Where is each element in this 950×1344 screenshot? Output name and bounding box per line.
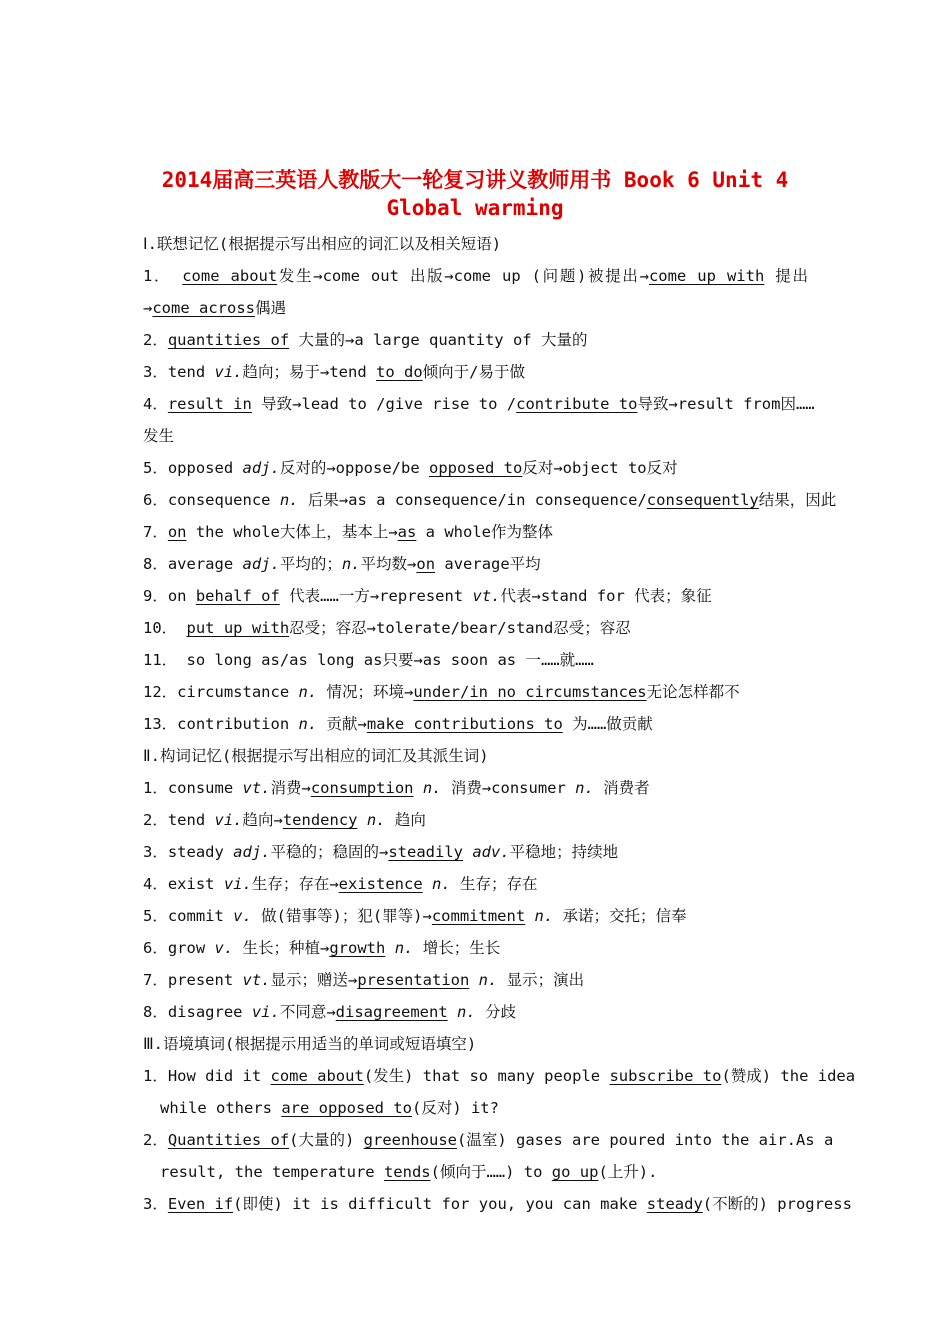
text-segment: 分歧 (475, 1003, 517, 1021)
text-segment: 不同意→ (279, 1003, 336, 1021)
text-segment: 趋向；易于→tend (242, 363, 376, 381)
text-segment: (温室) gases are poured into the air.As a (457, 1131, 834, 1149)
text-segment: 为……做贡献 (562, 715, 653, 733)
answer-blank: consumption (310, 779, 414, 797)
answer-blank: come about (182, 267, 278, 285)
text-segment: 2．tend (143, 811, 215, 829)
text-line (143, 426, 808, 446)
text-segment: 平均的； (279, 555, 342, 573)
text-line (143, 1034, 808, 1054)
text-segment: 承诺；交托；信奉 (553, 907, 687, 925)
text-line (143, 586, 808, 606)
text-line (143, 522, 808, 542)
text-segment: 3．tend (143, 363, 215, 381)
text-segment: 增长；生长 (413, 939, 501, 957)
text-segment (463, 843, 472, 861)
text-segment: v. (214, 939, 234, 957)
text-segment: 5．commit (143, 907, 234, 925)
answer-blank: are opposed to (281, 1099, 412, 1117)
text-segment: 3．steady (143, 843, 234, 861)
text-line (143, 682, 808, 702)
text-segment: 偶遇 (255, 299, 287, 317)
text-segment: (倾向于……) to (430, 1163, 552, 1181)
text-segment: 提出 (764, 267, 808, 285)
answer-blank: tendency (282, 811, 358, 829)
text-segment: 代表……一方→represent (279, 587, 473, 605)
text-segment: 生长；种植→ (233, 939, 330, 957)
text-segment: adj. (242, 459, 280, 477)
text-segment: (赞成) the idea (721, 1067, 856, 1085)
text-segment: 贡献→ (317, 715, 367, 733)
text-segment: 反对的→oppose/be (279, 459, 429, 477)
text-segment (448, 1003, 457, 1021)
answer-blank: Quantities of (167, 1131, 290, 1149)
text-line (143, 906, 808, 926)
text-segment: 后果→as a consequence/in consequence/ (298, 491, 647, 509)
answer-blank: contribute to (516, 395, 638, 413)
answer-blank: come across (152, 299, 255, 317)
answer-blank: to do (376, 363, 423, 381)
text-segment: 平均数→ (360, 555, 417, 573)
text-segment: 结果，因此 (758, 491, 837, 509)
text-segment: 忍受；容忍→tolerate/bear/stand忍受；容忍 (289, 619, 631, 637)
text-segment: n. (298, 715, 318, 733)
text-segment: n. (279, 491, 299, 509)
text-segment (525, 907, 534, 925)
text-segment: n. (478, 971, 498, 989)
text-segment: while others (160, 1099, 282, 1117)
text-line (143, 234, 808, 254)
text-segment (358, 811, 367, 829)
text-segment: 发生 (143, 427, 175, 445)
text-segment: n. (534, 907, 554, 925)
text-segment: (大量的) (289, 1131, 364, 1149)
answer-blank: behalf of (195, 587, 280, 605)
text-segment: 1．consume (143, 779, 243, 797)
text-segment: vi. (223, 875, 252, 893)
text-segment: 情况；环境→ (317, 683, 414, 701)
text-line (143, 394, 815, 414)
text-segment: 11． so long as/as long as只要→as soon as 一……就…… (143, 651, 594, 669)
text-line (143, 714, 808, 734)
text-segment: n. (298, 683, 318, 701)
text-segment: 消费者 (593, 779, 650, 797)
answer-blank: growth (329, 939, 386, 957)
answer-blank: as (397, 523, 417, 541)
answer-blank: steadily (388, 843, 463, 861)
text-line (143, 1194, 852, 1214)
answer-blank: make contributions to (366, 715, 563, 733)
answer-blank: commitment (431, 907, 526, 925)
text-segment: n. (457, 1003, 476, 1021)
text-segment: 2． (143, 331, 168, 349)
text-line (143, 618, 808, 638)
text-line (143, 298, 808, 318)
text-line (143, 1002, 808, 1022)
text-segment: Ⅱ.构词记忆(根据提示写出相应的词汇及其派生词) (143, 747, 489, 765)
text-line (143, 842, 808, 862)
answer-blank: on (167, 523, 187, 541)
text-segment: 2． (143, 1131, 168, 1149)
text-segment: 5．opposed (143, 459, 243, 477)
answer-blank: quantities of (167, 331, 290, 349)
answer-blank: presentation (357, 971, 470, 989)
text-segment: 8．average (143, 555, 243, 573)
text-segment: 12．circumstance (143, 683, 299, 701)
text-segment: 3． (143, 1195, 168, 1213)
text-segment: adj. (233, 843, 271, 861)
answer-blank: disagreement (335, 1003, 448, 1021)
text-line (143, 554, 808, 574)
text-line (143, 874, 808, 894)
answer-blank: come about (270, 1067, 364, 1085)
text-line (143, 1130, 834, 1150)
answer-blank: under/in no circumstances (413, 683, 647, 701)
text-segment: (即使) it is difficult for you, you can make (233, 1195, 647, 1213)
text-line (160, 1098, 808, 1118)
text-segment (469, 971, 478, 989)
text-segment: 平稳地；持续地 (509, 843, 619, 861)
answer-blank: subscribe to (609, 1067, 722, 1085)
text-segment: 1． (143, 267, 183, 285)
answer-blank: existence (338, 875, 423, 893)
text-line (143, 330, 808, 350)
text-segment: 平稳的；稳固的→ (270, 843, 389, 861)
text-segment: 6．consequence (143, 491, 280, 509)
text-segment: 代表→stand for 代表；象征 (500, 587, 712, 605)
document-title-line-1: 2014届高三英语人教版大一轮复习讲义教师用书 Book 6 Unit 4 (161, 168, 789, 192)
text-segment (423, 875, 432, 893)
text-segment: Ⅲ.语境填词(根据提示用适当的单词或短语填空) (143, 1035, 477, 1053)
document-title-line-2: Global warming (386, 196, 564, 220)
text-segment: vi. (214, 811, 243, 829)
answer-blank: opposed to (428, 459, 523, 477)
text-segment: 4． (143, 395, 168, 413)
text-segment: 生存；存在 (450, 875, 538, 893)
text-segment: 9．on (143, 587, 196, 605)
answer-blank: on (416, 555, 436, 573)
text-segment: adj. (242, 555, 280, 573)
text-segment: (发生) that so many people (363, 1067, 610, 1085)
text-segment: the whole大体上，基本上→ (186, 523, 398, 541)
text-line (143, 1066, 856, 1086)
answer-blank: Even if (167, 1195, 234, 1213)
text-segment: adv. (472, 843, 510, 861)
text-segment: 导致→result from因…… (637, 395, 815, 413)
text-segment: n. (432, 875, 451, 893)
text-segment: 13．contribution (143, 715, 299, 733)
text-segment: 7．present (143, 971, 243, 989)
text-segment: 倾向于/易于做 (422, 363, 526, 381)
text-segment: n. (341, 555, 361, 573)
text-line (143, 970, 808, 990)
text-segment: 趋向→ (242, 811, 283, 829)
text-segment: average平均 (435, 555, 541, 573)
text-segment: vi. (214, 363, 243, 381)
text-segment: 做(错事等)；犯(罪等)→ (251, 907, 432, 925)
text-line (160, 1162, 808, 1182)
text-segment: (不断的) progress (702, 1195, 852, 1213)
text-segment (385, 939, 394, 957)
text-line (143, 778, 808, 798)
answer-blank: tends (383, 1163, 431, 1181)
text-line (143, 490, 837, 510)
text-segment: 大量的→a large quantity of 大量的 (289, 331, 588, 349)
text-segment: (反对) it? (411, 1099, 499, 1117)
text-segment: 6．grow (143, 939, 215, 957)
text-segment: 显示；演出 (497, 971, 585, 989)
text-segment: a whole作为整体 (416, 523, 553, 541)
text-line (143, 266, 808, 286)
answer-blank: consequently (646, 491, 759, 509)
text-segment: 反对→object to反对 (522, 459, 678, 477)
text-line (143, 810, 808, 830)
text-segment: 8．disagree (143, 1003, 252, 1021)
text-segment: 1．How did it (143, 1067, 271, 1085)
text-line (143, 938, 808, 958)
text-segment: result, the temperature (160, 1163, 384, 1181)
text-line (143, 650, 808, 670)
text-segment: n. (366, 811, 386, 829)
text-segment: 10． (143, 619, 187, 637)
text-segment: 消费→consumer (441, 779, 576, 797)
text-segment: 显示；赠送→ (270, 971, 358, 989)
text-segment: n. (575, 779, 594, 797)
text-segment: 发生→come out 出版→come up (问题)被提出→ (277, 267, 649, 285)
text-segment: vi. (251, 1003, 280, 1021)
text-segment: → (143, 299, 153, 317)
answer-blank: result in (167, 395, 252, 413)
text-segment: 无论怎样都不 (646, 683, 740, 701)
text-segment: n. (394, 939, 414, 957)
text-segment: v. (233, 907, 252, 925)
text-line (143, 746, 808, 766)
text-segment: 4．exist (143, 875, 224, 893)
text-line (143, 362, 808, 382)
answer-blank: go up (551, 1163, 599, 1181)
text-segment: vt. (242, 971, 271, 989)
text-segment: 生存；存在→ (251, 875, 339, 893)
answer-blank: put up with (186, 619, 290, 637)
text-segment: 趋向 (385, 811, 426, 829)
text-segment: Ⅰ.联想记忆(根据提示写出相应的词汇以及相关短语) (143, 235, 502, 253)
answer-blank: steady (646, 1195, 703, 1213)
text-segment: n. (422, 779, 442, 797)
text-segment: 导致→lead to /give rise to / (251, 395, 517, 413)
text-line (143, 458, 808, 478)
text-segment: (上升). (598, 1163, 658, 1181)
text-segment: vt. (242, 779, 271, 797)
answer-blank: greenhouse (363, 1131, 457, 1149)
text-segment (414, 779, 423, 797)
answer-blank: come up with (648, 267, 765, 285)
text-segment: 消费→ (270, 779, 311, 797)
text-segment: 7． (143, 523, 168, 541)
text-segment: vt. (472, 587, 501, 605)
